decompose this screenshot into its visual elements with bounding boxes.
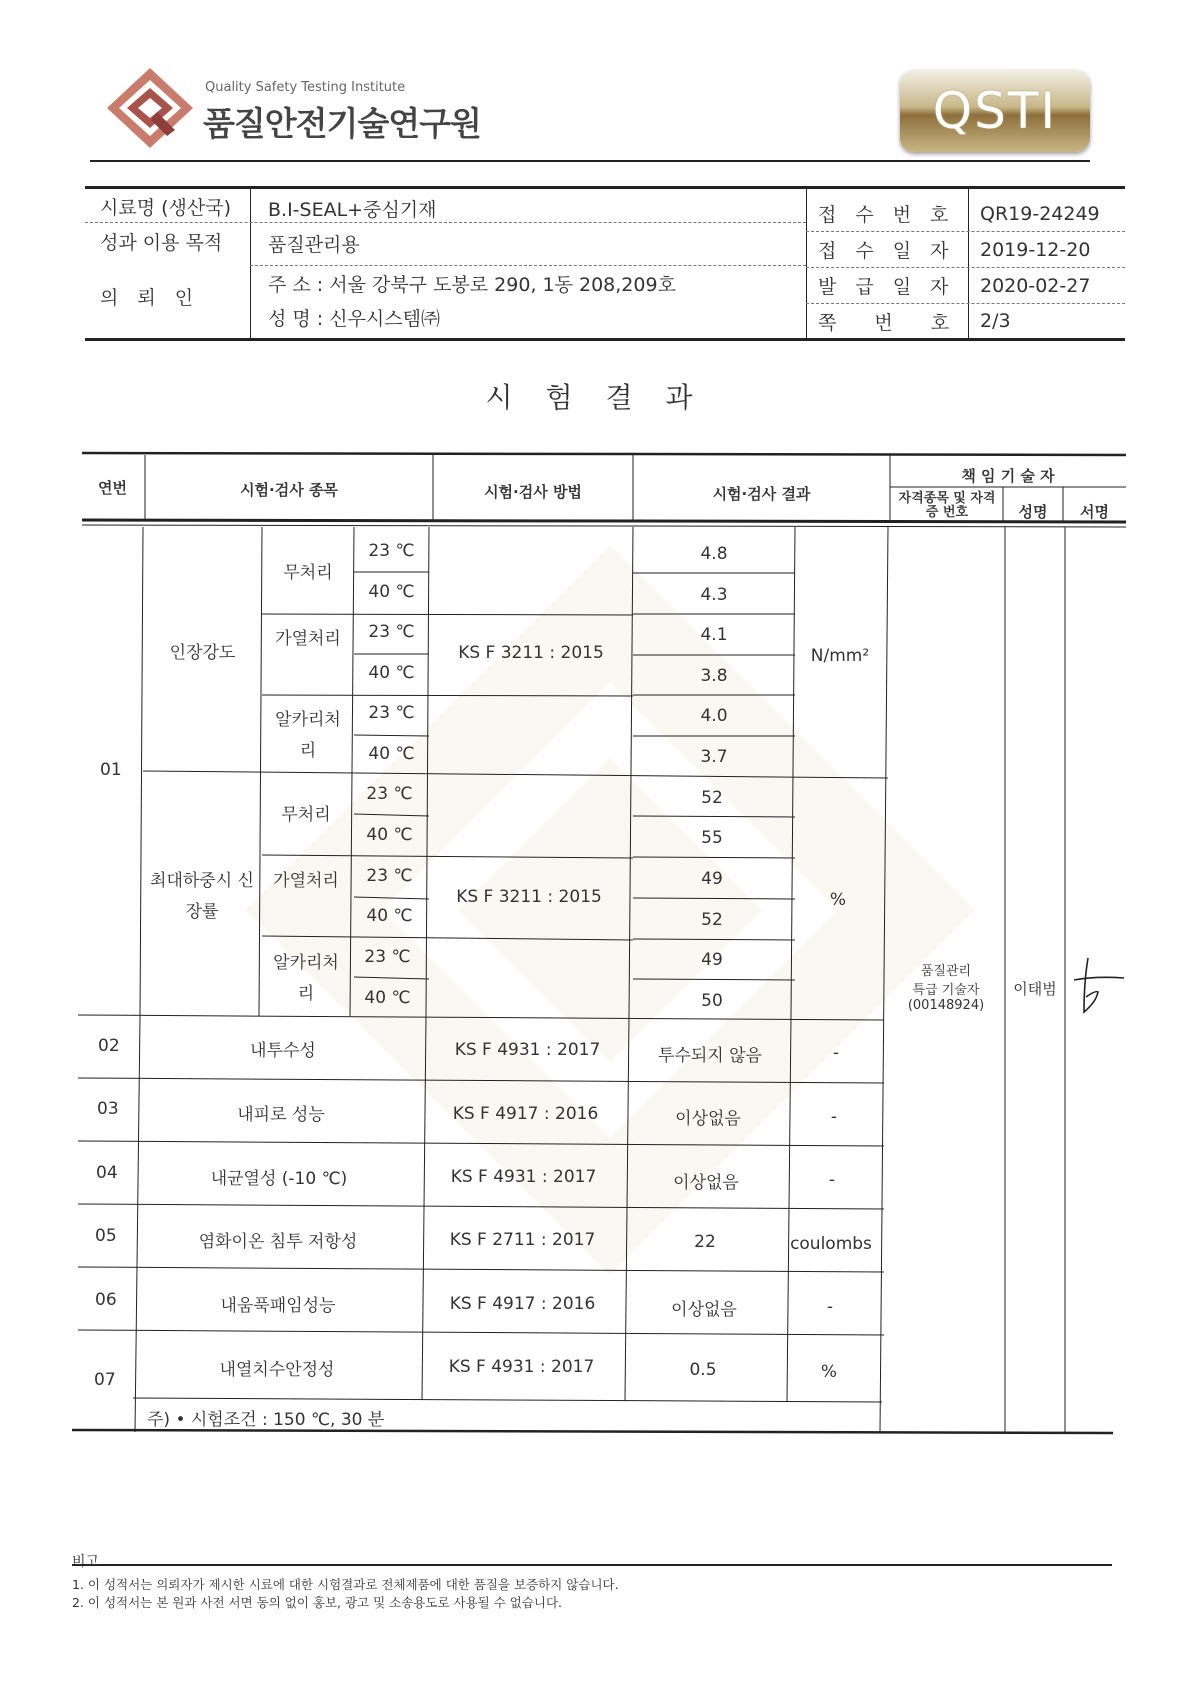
row-no: 03: [97, 1099, 119, 1119]
elong-value: 50: [701, 991, 723, 1011]
logo-korean-name: 품질안전기술연구원: [203, 104, 481, 143]
row-method: KS F 4931 : 2017: [450, 1167, 597, 1187]
row-result: 투수되지 않음: [658, 1046, 762, 1066]
footer-line: 1. 이 성적서는 의뢰자가 제시한 시료에 대한 시험결과로 전체제품에 대한 품질을 보증하지 않습니다.: [72, 1577, 619, 1592]
row-method: KS F 4931 : 2017: [454, 1040, 601, 1060]
logo-english-name: Quality Safety Testing Institute: [205, 80, 406, 95]
elong-value: 55: [701, 828, 723, 848]
row-01-no: 01: [100, 760, 122, 780]
row-no: 07: [94, 1370, 116, 1390]
col-header-method: 시험·검사 방법: [484, 483, 582, 501]
client-label: 의 뢰 인: [100, 287, 194, 309]
col-header-engineer: 책 임 기 술 자: [961, 467, 1055, 485]
row-no: 04: [96, 1163, 118, 1183]
engineer-name: 이태범: [1013, 980, 1057, 998]
row-unit: -: [828, 1170, 836, 1190]
footer-heading: 비고: [72, 1554, 100, 1570]
row-method: KS F 4931 : 2017: [448, 1357, 595, 1377]
tensile-untreated: 무처리: [283, 563, 333, 583]
issue-date-label: 발 급 일 자: [818, 276, 949, 298]
purpose-value: 품질관리용: [268, 234, 360, 256]
row-unit: coulombs: [790, 1234, 872, 1254]
row-method: KS F 4917 : 2016: [449, 1294, 596, 1314]
row-item: 염화이온 침투 저항성: [198, 1232, 358, 1252]
temp-23: 23 ℃: [368, 703, 415, 723]
page-title: 시 험 결 과: [485, 381, 705, 414]
tensile-value: 4.1: [700, 625, 728, 645]
footer-rule: [72, 1564, 1112, 1566]
qsti-badge-text: QSTI: [932, 82, 1058, 140]
receipt-date-label: 접 수 일 자: [818, 240, 949, 262]
row-result: 이상없음: [675, 1109, 741, 1129]
row-unit: -: [832, 1043, 840, 1063]
row-unit: %: [820, 1362, 838, 1382]
row-no: 05: [95, 1226, 117, 1246]
engineer-qualification: 품질관리: [920, 964, 972, 979]
issue-date-value: 2020-02-27: [980, 275, 1091, 297]
row-result: 이상없음: [673, 1173, 739, 1193]
row-no: 06: [95, 1290, 117, 1310]
tensile-method: KS F 3211 : 2015: [458, 643, 604, 663]
footer-line: 2. 이 성적서는 본 원과 사전 서면 동의 없이 홍보, 광고 및 소송용도로 사용될 수 없습니다.: [72, 1595, 563, 1610]
temp-23: 23 ℃: [364, 947, 411, 967]
temp-23: 23 ℃: [366, 784, 413, 804]
temp-40: 40 ℃: [366, 825, 413, 845]
temp-40: 40 ℃: [368, 663, 415, 683]
temp-40: 40 ℃: [366, 906, 413, 926]
temp-23: 23 ℃: [366, 866, 413, 886]
tensile-value: 4.8: [700, 544, 728, 564]
purpose-label: 성과 이용 목적: [100, 232, 223, 254]
row-result: 22: [694, 1232, 716, 1252]
row-unit: -: [830, 1107, 838, 1127]
row-unit: -: [826, 1297, 834, 1317]
elong-value: 49: [701, 950, 723, 970]
col-header-sign: 서명: [1080, 503, 1109, 521]
elong-untreated: 무처리: [281, 805, 331, 825]
temp-40: 40 ℃: [368, 582, 415, 602]
table-note: 주) • 시험조건 : 150 ℃, 30 분: [147, 1410, 385, 1430]
tensile-value: 3.8: [700, 666, 728, 686]
col-header-qualification: 자격종목 및 자격증 번호: [898, 491, 996, 520]
receipt-no-value: QR19-24249: [980, 203, 1100, 225]
tensile-value: 4.0: [700, 706, 728, 726]
row-no: 02: [98, 1036, 120, 1056]
elongation-label: 최대하중시 신장률: [150, 871, 254, 922]
sample-value: B.I-SEAL+중심기재: [268, 199, 437, 221]
tensile-value: 4.3: [700, 585, 728, 605]
page-no-label: 쪽 번 호: [818, 312, 950, 334]
tensile-value: 3.7: [700, 747, 728, 767]
row-item: 내투수성: [250, 1041, 316, 1061]
elong-alkali: 알카리처리: [273, 953, 339, 1004]
receipt-no-label: 접 수 번 호: [818, 204, 949, 226]
row-method: KS F 4917 : 2016: [452, 1104, 599, 1124]
engineer-qualification: 특급 기술자: [912, 983, 980, 998]
row-result: 이상없음: [671, 1300, 737, 1320]
tensile-unit: N/mm²: [810, 646, 870, 666]
elong-value: 52: [701, 910, 723, 930]
temp-40: 40 ℃: [364, 988, 411, 1008]
page-no-value: 2/3: [980, 310, 1011, 332]
row-method: KS F 2711 : 2017: [449, 1230, 596, 1250]
col-header-result: 시험·검사 결과: [712, 485, 811, 503]
col-header-item: 시험·검사 종목: [240, 481, 338, 499]
row-item: 내열치수안정성: [219, 1360, 335, 1380]
row-item: 내균열성 (-10 ℃): [210, 1169, 348, 1189]
elong-value: 49: [701, 869, 723, 889]
elong-method: KS F 3211 : 2015: [456, 887, 602, 907]
temp-40: 40 ℃: [368, 744, 415, 764]
elong-value: 52: [701, 788, 723, 808]
client-name: 성 명 : 신우시스템㈜: [268, 308, 440, 330]
tensile-heat: 가열처리: [275, 629, 341, 649]
tensile-strength-label: 인장강도: [169, 643, 236, 663]
elong-heat: 가열처리: [273, 871, 339, 891]
row-item: 내피로 성능: [237, 1105, 325, 1125]
row-item: 내움푹패임성능: [220, 1296, 336, 1316]
col-header-no: 연번: [98, 479, 127, 497]
sample-label: 시료명 (생산국): [100, 197, 231, 219]
tensile-alkali: 알카리처리: [275, 710, 341, 761]
row-result: 0.5: [689, 1360, 717, 1380]
receipt-date-value: 2019-12-20: [980, 239, 1091, 261]
engineer-signature: [1066, 952, 1126, 1022]
temp-23: 23 ℃: [368, 541, 415, 561]
col-header-name: 성명: [1018, 503, 1048, 521]
elong-unit: %: [829, 890, 847, 910]
engineer-qualification: (00148924): [907, 998, 985, 1013]
client-address: 주 소 : 서울 강북구 도봉로 290, 1동 208,209호: [268, 274, 676, 296]
temp-23: 23 ℃: [368, 622, 415, 642]
